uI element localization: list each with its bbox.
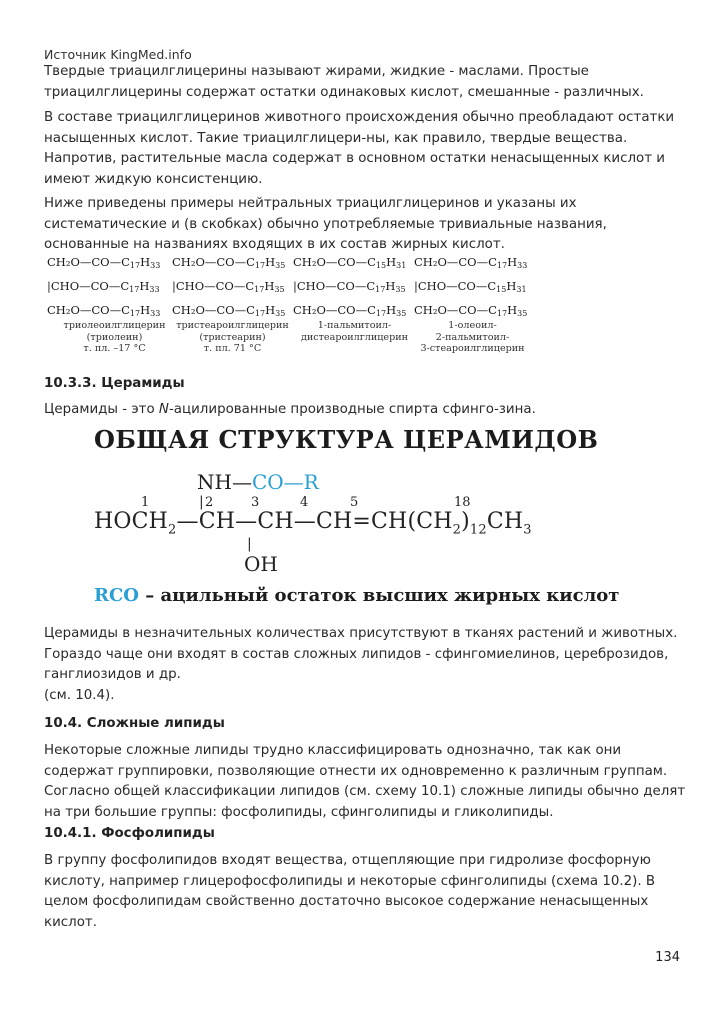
tg-row: $CH_2O—CO—C_{15}H_{31}$ [293, 255, 407, 270]
paragraph-animal-origin: В составе триацилглицеринов животного происхождения обычно преобладают остатки насыщенных кислот. Такие триацилглицери-ны, как правило, твердые вещества. Напротив, растительные масла содержат в основном остатки ненасыщенных кислот и имеют жидкую консистенцию. [44, 110, 675, 187]
tg-row: $CH_2O—CO—C_{17}H_{33}$ [414, 255, 528, 270]
tg-caption-1: триолеоилглицерин (триолеин) т. пл. –17 °С [63, 320, 166, 354]
tg-row: $CH_2O—CO—C_{17}H_{33}$ [47, 303, 161, 318]
carbon-number-4: 4 [300, 495, 309, 510]
heading-ceramides: 10.3.3. Церамиды [44, 376, 185, 391]
heading-complex-lipids: 10.4. Сложные липиды [44, 716, 225, 731]
carbon-number-2: 2 [205, 495, 214, 510]
tg-caption-4: 1-олеоил- 2-пальмитоил- 3-стеароилглицерин [420, 320, 525, 354]
source-label: Источник KingMed.info [44, 47, 192, 62]
tg-row: $CH_2O—CO—C_{17}H_{35}$ [172, 255, 286, 270]
tg-row: $|CHO—CO—C_{17}H_{33}$ [47, 279, 160, 294]
ceramide-legend: RCO – ацильный остаток высших жирных кислот [94, 585, 620, 606]
tg-row: $CH_2O—CO—C_{17}H_{35}$ [293, 303, 407, 318]
tg-caption-3: 1-пальмитоил- дистеароилглицерин [300, 320, 409, 343]
paragraph-complex-lipids: Некоторые сложные липиды трудно классифицировать однозначно, так как они содержат группировки, позволяющие отнести их одновременно к различным группам. Согласно общей классификации липидов (см. схему 10.1) сложные липиды обычно делят на три большие группы: фосфолипиды, сфинголипиды и гликолипиды. [44, 743, 686, 820]
paragraph-ceramide-occurrence: Церамиды в незначительных количествах присутствуют в тканях растений и животных. Гораздо чаще они входят в состав сложных липидов - сфингомиелинов, цереброзидов, ганглиозидов и др. [44, 626, 678, 682]
page-number: 134 [655, 950, 680, 965]
paragraph-phospholipids: В группу фосфолипидов входят вещества, отщепляющие при гидролизе фосфорную кислоту, например глицерофосфолипиды и некоторые сфинголипиды (схема 10.2). В целом фосфолипидам свойственно достаточно высокое содержание ненасыщенных кислот. [44, 853, 656, 930]
tg-formula-1 [47, 252, 160, 324]
ceramide-figure-title: ОБЩАЯ СТРУКТУРА ЦЕРАМИДОВ [94, 425, 599, 454]
tg-row: $|CHO—CO—C_{15}H_{31}$ [414, 279, 527, 294]
tg-caption-2: тристеароилглицерин (тристеарин) т. пл. 71 °С [176, 320, 289, 354]
paragraph-see-reference: (см. 10.4). [44, 688, 115, 703]
carbon-number-5: 5 [350, 495, 359, 510]
paragraph-examples: Ниже приведены примеры нейтральных триацилглицеринов и указаны их систематические и (в скобках) обычно употребляемые тривиальные названия, основанные на названиях входящих в их состав жирных кислот. [44, 196, 607, 252]
carbon-number-3: 3 [251, 495, 260, 510]
hydroxyl-group: OH [244, 552, 278, 576]
tg-row: $CH_2O—CO—C_{17}H_{35}$ [414, 303, 528, 318]
tg-row: $CH_2O—CO—C_{17}H_{35}$ [172, 303, 286, 318]
tg-formula-4 [414, 252, 527, 324]
legend-rco: RCO [94, 585, 139, 606]
bond-vertical-oh: | [247, 536, 252, 552]
bond-vertical-nh: | [199, 494, 204, 510]
heading-phospholipids: 10.4.1. Фосфолипиды [44, 826, 215, 841]
tg-row: $|CHO—CO—C_{17}H_{35}$ [172, 279, 285, 294]
paragraph-ceramide-definition: Церамиды - это N-ацилированные производные спирта сфинго-зина. [44, 402, 536, 417]
tg-formula-3 [293, 252, 406, 324]
tg-row: $|CHO—CO—C_{17}H_{35}$ [293, 279, 406, 294]
acyl-group-cor: CO—R [251, 470, 319, 494]
carbon-number-1: 1 [141, 495, 150, 510]
ceramide-nh-cor: NH—CO—R [197, 470, 319, 494]
tg-formula-2 [172, 252, 285, 324]
ceramide-main-chain: $HOCH_2—CH—CH—CH=CH(CH_2)_{12}CH_3$ [94, 509, 532, 538]
paragraph-fats: Твердые триацилглицерины называют жирами, жидкие - маслами. Простые триацилглицерины содержат остатки одинаковых кислот, смешанные - различных. [44, 64, 644, 100]
tg-row: $CH_2O—CO—C_{17}H_{33}$ [47, 255, 161, 270]
carbon-number-18: 18 [454, 495, 471, 510]
